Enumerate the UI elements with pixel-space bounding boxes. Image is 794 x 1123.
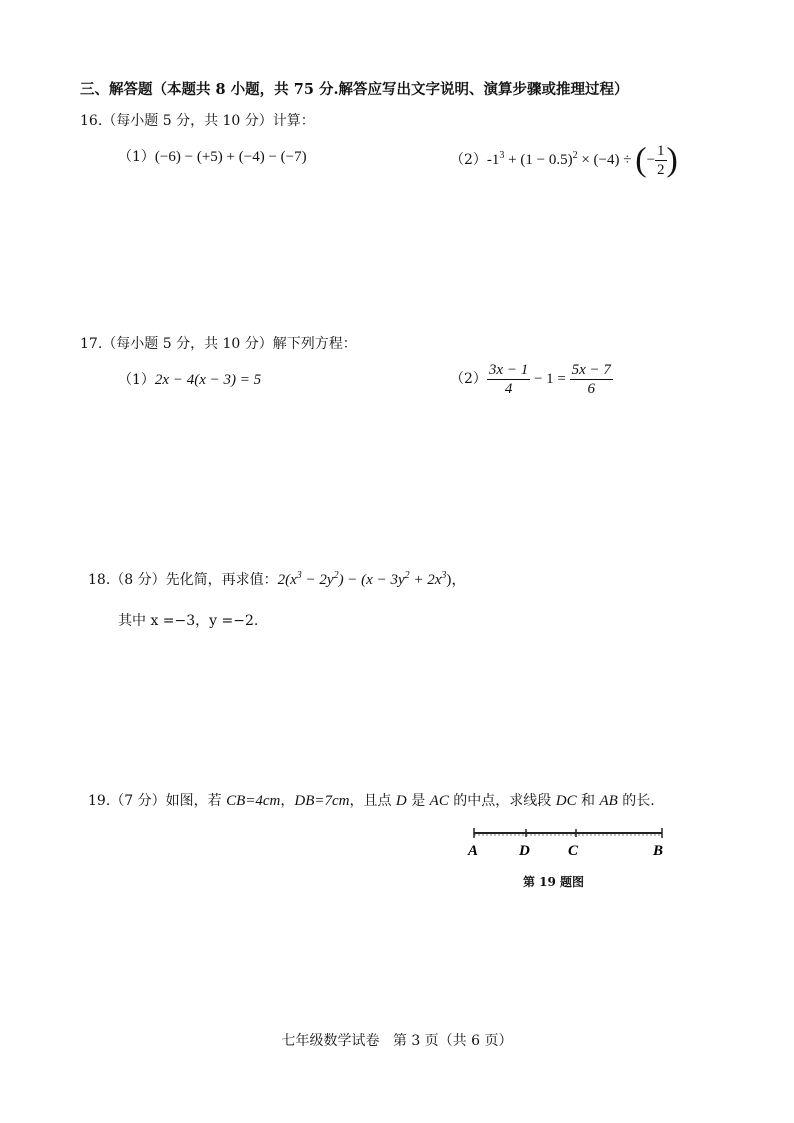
- q16-part1-label: （1）: [118, 149, 155, 165]
- q18-term-b: − 2y: [301, 572, 334, 588]
- q18-expression: [278, 572, 467, 588]
- q19-stem-f: 的长.: [617, 793, 655, 809]
- q16-part2-term2: + (1 − 0.5): [504, 152, 573, 168]
- q19-db: DB=7cm: [294, 793, 350, 809]
- q16-part1: [118, 146, 307, 166]
- q19-stem-a: 19.（7 分）如图，若: [88, 793, 227, 809]
- q16-part2-fraction-numerator: 1: [657, 143, 665, 160]
- q16-part1-expression: (−6) − (+5) + (−4) − (−7): [154, 149, 307, 165]
- q19-figure-caption: 第 19 题图: [523, 875, 585, 889]
- q16-part2: [450, 132, 678, 180]
- q16-part2-label: （2）: [450, 152, 487, 168]
- label-d: D: [519, 843, 530, 859]
- q19-sep: ，: [280, 793, 295, 809]
- q17-part2: [450, 356, 613, 402]
- q19-point-d: D: [395, 793, 407, 809]
- q18-term-c: ) − (x − 3y: [338, 572, 405, 588]
- q17-part2-lhs-fraction: [487, 361, 530, 398]
- q19-stem-e: 和: [576, 793, 600, 809]
- q18-term-d: + 2x: [409, 572, 442, 588]
- q17-part2-rhs-denominator: 6: [587, 381, 596, 398]
- q18-term-a: 2(x: [277, 572, 297, 588]
- q16-part2-right-paren: ): [666, 141, 678, 179]
- q16-stem: 16.（每小题 5 分，共 10 分）计算：: [80, 113, 315, 129]
- q18-term-e: )，: [446, 572, 467, 588]
- q17-part2-expression: [487, 362, 613, 398]
- q17-part1-expression: 2x − 4(x − 3) = 5: [154, 372, 262, 388]
- q19-stem: [88, 790, 655, 810]
- q19-stem-b: ，且点: [349, 793, 396, 809]
- q17-part1-label: （1）: [118, 372, 155, 388]
- section-heading: 三、解答题（本题共 8 小题，共 75 分.解答应写出文字说明、演算步骤或推理过程）: [80, 81, 629, 98]
- q17-part2-rhs-fraction: [570, 361, 613, 398]
- q19-segment-dc: DC: [555, 793, 577, 809]
- q17-part2-middle: − 1 =: [530, 371, 570, 387]
- q19-stem-d: 的中点，求线段: [448, 793, 556, 809]
- q19-cb: CB=4cm: [226, 793, 281, 809]
- q16-part2-left-paren: (: [635, 141, 647, 179]
- q18-stem: 18.（8 分）先化简，再求值：: [88, 572, 278, 588]
- q17-part1: [118, 369, 261, 389]
- page-footer: 七年级数学试卷 第 3 页（共 6 页）: [281, 1033, 513, 1049]
- q18-condition: 其中 x =−3，y =−2.: [118, 613, 259, 629]
- q19-segment-ab: AB: [599, 793, 618, 809]
- q16-part2-term1: -1: [486, 152, 500, 168]
- q18-exponent4: 3: [441, 570, 447, 581]
- q17-part2-lhs-numerator: 3x − 1: [488, 362, 529, 379]
- q17-part2-label: （2）: [450, 371, 487, 387]
- q17-stem: 17.（每小题 5 分，共 10 分）解下列方程：: [80, 336, 357, 352]
- q16-part2-exponent2: 2: [572, 150, 578, 161]
- q16-part2-minus: −: [646, 152, 656, 168]
- label-a: A: [468, 843, 479, 859]
- q16-part2-fraction-denominator: 2: [657, 162, 665, 179]
- q19-figure: [462, 822, 678, 862]
- q18-exponent2: 2: [333, 570, 339, 581]
- q18-exponent3: 2: [404, 570, 410, 581]
- q16-part2-exponent1: 3: [499, 150, 505, 161]
- q19-stem-c: 是: [406, 793, 430, 809]
- q18-exponent1: 3: [296, 570, 302, 581]
- q16-part2-fraction: [655, 142, 667, 179]
- q17-part2-lhs-denominator: 4: [504, 381, 513, 398]
- q17-part2-rhs-numerator: 5x − 7: [571, 362, 611, 379]
- q16-part2-term3: × (−4) ÷: [577, 152, 636, 168]
- label-c: C: [568, 843, 579, 859]
- q16-part2-expression: [486, 141, 678, 179]
- q18-line1: [88, 568, 466, 589]
- q19-segment-ac: AC: [429, 793, 449, 809]
- label-b: B: [653, 843, 664, 859]
